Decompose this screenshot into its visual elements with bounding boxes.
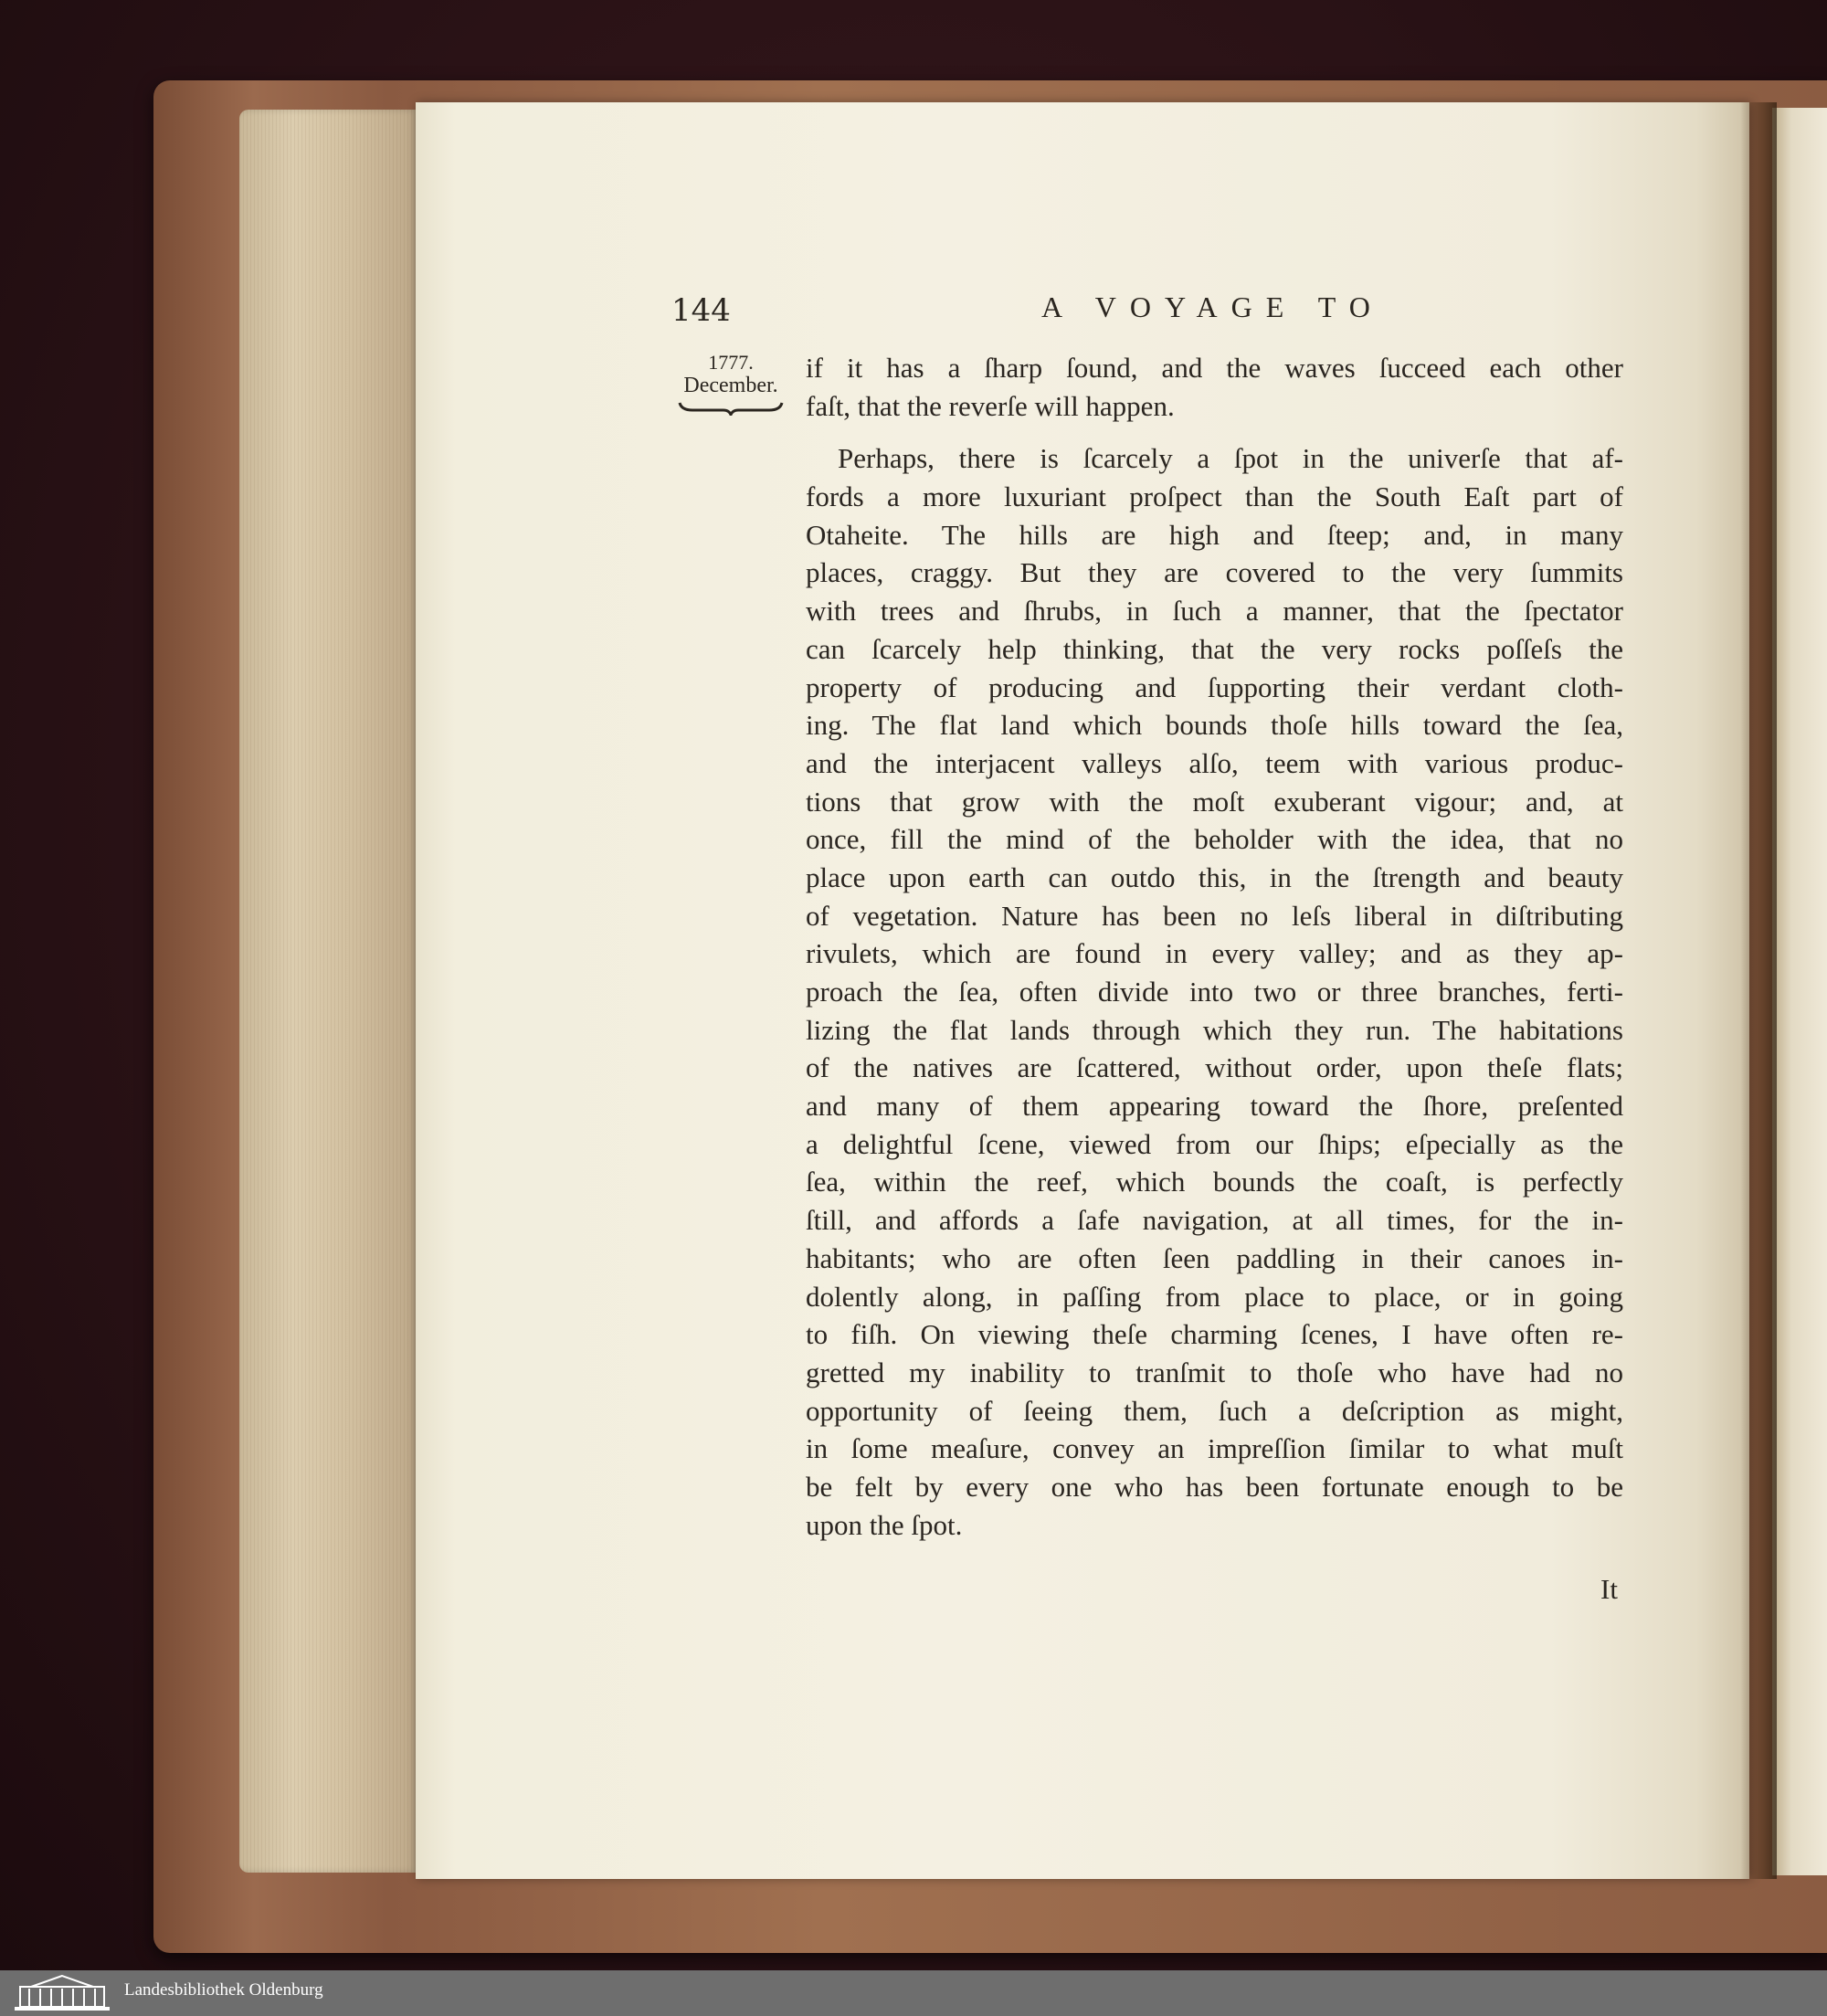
library-building-icon bbox=[13, 1974, 111, 2012]
text-line: lizing the flat lands through which they run. The habitations bbox=[806, 1013, 1623, 1046]
text-line: a delightful ſcene, viewed from our ſhips; eſpecially as the bbox=[806, 1127, 1623, 1160]
page-gutter bbox=[1740, 102, 1777, 1879]
text-line: dolently along, in paſſing from place to place, or in going bbox=[806, 1280, 1623, 1313]
text-line: and many of them appearing toward the ſhore, preſented bbox=[806, 1090, 1623, 1123]
text-line: can ſcarcely help thinking, that the very rocks poſſeſs the bbox=[806, 632, 1623, 665]
marginal-year: 1777. bbox=[708, 351, 754, 374]
text-line: Perhaps, there is ſcarcely a ſpot in the univerſe that af- bbox=[838, 442, 1623, 475]
text-line: faſt, that the reverſe will happen. bbox=[806, 389, 1175, 422]
text-line: fords a more luxuriant proſpect than the South Eaſt part of bbox=[806, 480, 1623, 513]
facing-page-edge bbox=[1772, 108, 1827, 1875]
text-line: rivulets, which are found in every valley; and as they ap- bbox=[806, 937, 1623, 970]
text-line: Otaheite. The hills are high and ſteep; and, in many bbox=[806, 518, 1623, 551]
text-line: of the natives are ſcattered, without order, upon theſe flats; bbox=[806, 1051, 1623, 1084]
text-line: habitants; who are often ſeen paddling in their canoes in- bbox=[806, 1241, 1623, 1274]
text-line: gretted my inability to tranſmit to thoſe who have had no bbox=[806, 1356, 1623, 1388]
brace-ornament-icon bbox=[678, 399, 784, 416]
text-line: to fiſh. On viewing theſe charming ſcenes, I have often re- bbox=[806, 1318, 1623, 1351]
library-credit-label: Landesbibliothek Oldenburg bbox=[124, 1980, 323, 2000]
marginal-month: December. bbox=[683, 374, 778, 397]
catchword: It bbox=[1600, 1573, 1618, 1605]
running-head: A VOYAGE TO bbox=[1041, 290, 1384, 323]
page-edges bbox=[239, 110, 418, 1873]
text-line: ing. The flat land which bounds thoſe hills toward the ſea, bbox=[806, 709, 1623, 742]
text-line: once, fill the mind of the beholder with the idea, that no bbox=[806, 823, 1623, 856]
text-line: ſea, within the reef, which bounds the coaſt, is perfectly bbox=[806, 1166, 1623, 1198]
text-line: with trees and ſhrubs, in ſuch a manner, that the ſpectator bbox=[806, 595, 1623, 628]
text-line: of vegetation. Nature has been no leſs liberal in diſtributing bbox=[806, 899, 1623, 932]
marginal-date-note bbox=[676, 352, 786, 416]
text-line: and the interjacent valleys alſo, teem with various produc- bbox=[806, 746, 1623, 779]
text-line: upon the ſpot. bbox=[806, 1508, 963, 1541]
text-line: if it has a ſharp ſound, and the waves ſucceed each other bbox=[806, 352, 1623, 384]
text-line: be felt by every one who has been fortunate enough to be bbox=[806, 1470, 1623, 1503]
text-line: ſtill, and affords a ſafe navigation, at all times, for the in- bbox=[806, 1204, 1623, 1237]
page-number: 144 bbox=[671, 292, 731, 329]
text-line: proach the ſea, often divide into two or three branches, ferti- bbox=[806, 976, 1623, 1008]
text-line: places, craggy. But they are covered to the very ſummits bbox=[806, 556, 1623, 589]
text-line: tions that grow with the moſt exuberant vigour; and, at bbox=[806, 785, 1623, 818]
text-line: place upon earth can outdo this, in the ſtrength and beauty bbox=[806, 860, 1623, 893]
body-text bbox=[806, 349, 1623, 1544]
text-line: opportunity of ſeeing them, ſuch a deſcription as might, bbox=[806, 1394, 1623, 1427]
text-line: property of producing and ſupporting their verdant cloth- bbox=[806, 670, 1623, 703]
text-line: in ſome meaſure, convey an impreſſion ſimilar to what muſt bbox=[806, 1432, 1623, 1465]
